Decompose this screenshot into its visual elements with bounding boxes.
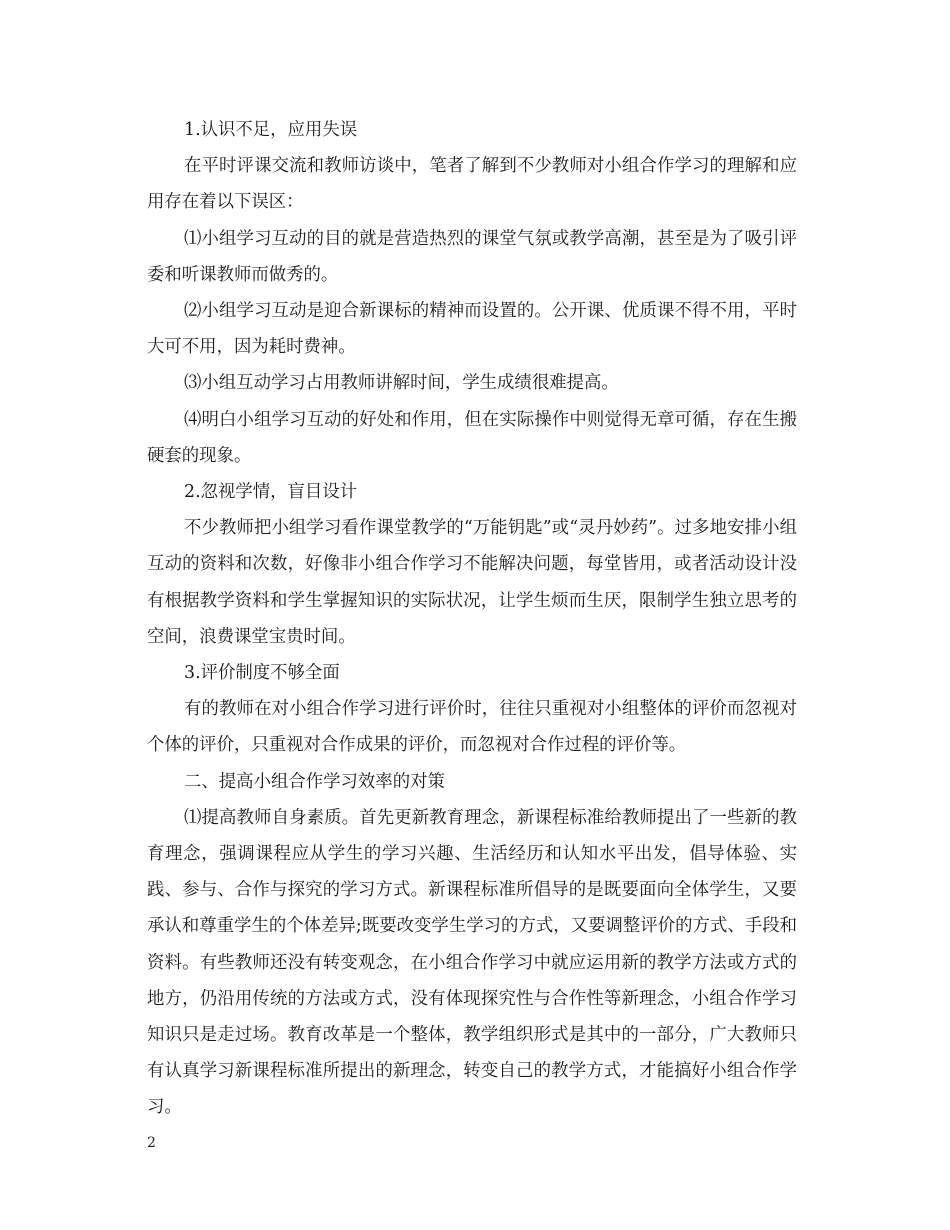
paragraph: 在平时评课交流和教师访谈中，笔者了解到不少教师对小组合作学习的理解和应用存在着以下误区： bbox=[147, 156, 797, 213]
list-item: ⑶小组互动学习占用教师讲解时间，学生成绩很难提高。 bbox=[184, 373, 619, 394]
document-body bbox=[147, 112, 797, 1126]
paragraph: 不少教师把小组学习看作课堂教学的“万能钥匙”或“灵丹妙药”。过多地安排小组互动的资料和次数，好像非小组合作学习不能解决问题，每堂皆用，或者活动设计没有根据教学资料和学生掌握知识的实际状况，让学生烦而生厌，限制学生独立思考的空间，浪费课堂宝贵时间。 bbox=[147, 518, 797, 647]
section-heading: 二、提高小组合作学习效率的对策 bbox=[184, 771, 445, 792]
heading-2: 2.忽视学情，盲目设计 bbox=[184, 482, 358, 503]
list-item: ⑴小组学习互动的目的就是营造热烈的课堂气氛或教学高潮，甚至是为了吸引评委和听课教师而做秀的。 bbox=[147, 228, 797, 285]
list-item: ⑷明白小组学习互动的好处和作用，但在实际操作中则觉得无章可循，存在生搬硬套的现象。 bbox=[147, 409, 797, 466]
list-item: ⑵小组学习互动是迎合新课标的精神而设置的。公开课、优质课不得不用，平时大可不用，因为耗时费神。 bbox=[147, 301, 797, 358]
page-number: 2 bbox=[147, 1135, 156, 1151]
heading-1: 1.认识不足，应用失误 bbox=[184, 120, 358, 140]
list-item: ⑴提高教师自身素质。首先更新教育理念，新课程标准给教师提出了一些新的教育理念，强调课程应从学生的学习兴趣、生活经历和认知水平出发，倡导体验、实践、参与、合作与探究的学习方式。新课程标准所倡导的是既要面向全体学生，又要承认和尊重学生的个体差异;既要改变学生学习的方式，又要调整评价的方式、手段和资料。有些教师还没有转变观念，在小组合作学习中就应运用新的教学方法或方式的地方，仍沿用传统的方法或方式，没有体现探究性与合作性等新理念，小组合作学习知识只是走过场。教育改革是一个整体，教学组织形式是其中的一部分，广大教师只有认真学习新课程标准所提出的新理念，转变自己的教学方式，才能搞好小组合作学习。 bbox=[147, 807, 797, 1118]
paragraph: 有的教师在对小组合作学习进行评价时，往往只重视对小组整体的评价而忽视对个体的评价，只重视对合作成果的评价，而忽视对合作过程的评价等。 bbox=[147, 699, 797, 756]
heading-3: 3.评价制度不够全面 bbox=[184, 663, 340, 684]
